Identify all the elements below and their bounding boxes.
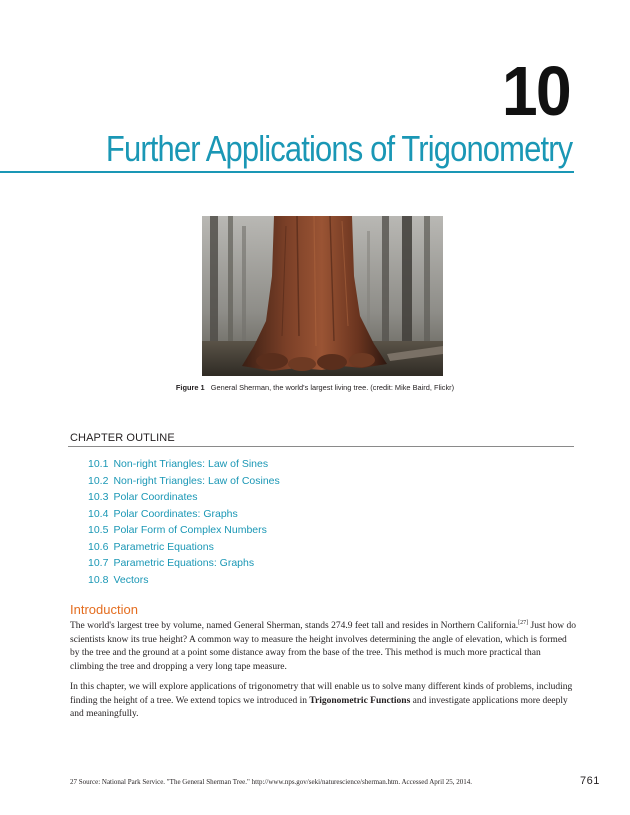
- outline-rule: [68, 446, 574, 447]
- introduction-paragraph-1: [70, 620, 576, 674]
- outline-item-number: 10.6: [88, 540, 109, 553]
- outline-item[interactable]: [88, 489, 280, 506]
- figure-caption-text: General Sherman, the world's largest living tree. (credit: Mike Baird, Flickr): [210, 383, 455, 392]
- outline-item[interactable]: [88, 473, 280, 490]
- outline-item[interactable]: [88, 456, 280, 473]
- chapter-number: 10: [502, 52, 570, 130]
- outline-item-title: Parametric Equations: [113, 540, 214, 553]
- footnote: 27 Source: National Park Service. "The General Sherman Tree." http://www.nps.gov/seki/naturescience/sherman.htm. Accessed April 25, 2014.: [70, 778, 473, 786]
- introduction-paragraph-2: [70, 681, 576, 722]
- outline-item-number: 10.7: [88, 557, 109, 569]
- outline-item[interactable]: [88, 522, 280, 539]
- footnote-reference[interactable]: [27]: [518, 619, 529, 626]
- outline-item-title: Polar Coordinates: [113, 491, 198, 503]
- para1-text-continued: Just how do scientists know its true height? A common way to measure the height involves determining the angle of elevation, which is formed by the tree and the ground at a point some distance away from the base of the tree. This method is much more practical than climbing the tree and dropping a very long tape measure.: [70, 621, 576, 672]
- page-number: 761: [580, 775, 600, 787]
- outline-item-title: Non-right Triangles: Law of Cosines: [113, 474, 280, 487]
- outline-item-number: 10.4: [88, 507, 109, 520]
- outline-item[interactable]: [88, 555, 280, 572]
- outline-item[interactable]: [88, 539, 280, 556]
- para2-text-before: In this chapter, we will explore applications of trigonometry that will enable us to solve many different kinds of problems, including finding the height of a tree. We extend topics we introduced in: [70, 682, 573, 706]
- title-rule: [0, 171, 574, 173]
- outline-item-title: Polar Form of Complex Numbers: [113, 524, 267, 536]
- sequoia-tree-photo: [202, 216, 443, 376]
- figure-caption: [0, 383, 630, 392]
- para2-text-after: and investigate applications more deeply and meaningfully.: [70, 695, 568, 720]
- trigonometric-functions-link[interactable]: Trigonometric Functions: [309, 695, 411, 706]
- introduction-heading: Introduction: [70, 602, 138, 617]
- outline-item-title: Parametric Equations: Graphs: [113, 557, 255, 569]
- outline-item-title: Vectors: [113, 573, 149, 586]
- outline-item-title: Polar Coordinates: Graphs: [113, 507, 238, 520]
- outline-item-number: 10.5: [88, 524, 109, 536]
- chapter-outline-heading: CHAPTER OUTLINE: [70, 432, 175, 444]
- para1-text: The world's largest tree by volume, named General Sherman, stands 274.9 feet tall and resides in Northern California.: [70, 621, 519, 631]
- outline-item[interactable]: [88, 572, 280, 589]
- chapter-title: Further Applications of Trigonometry: [105, 128, 572, 169]
- outline-item[interactable]: [88, 506, 280, 523]
- outline-item-title: Non-right Triangles: Law of Sines: [113, 458, 269, 470]
- outline-item-number: 10.2: [88, 474, 109, 487]
- outline-item-number: 10.3: [88, 491, 109, 503]
- outline-item-number: 10.1: [88, 458, 109, 470]
- chapter-outline-list: [88, 456, 280, 588]
- outline-item-number: 10.8: [88, 573, 109, 586]
- figure-label: Figure 1: [175, 383, 205, 392]
